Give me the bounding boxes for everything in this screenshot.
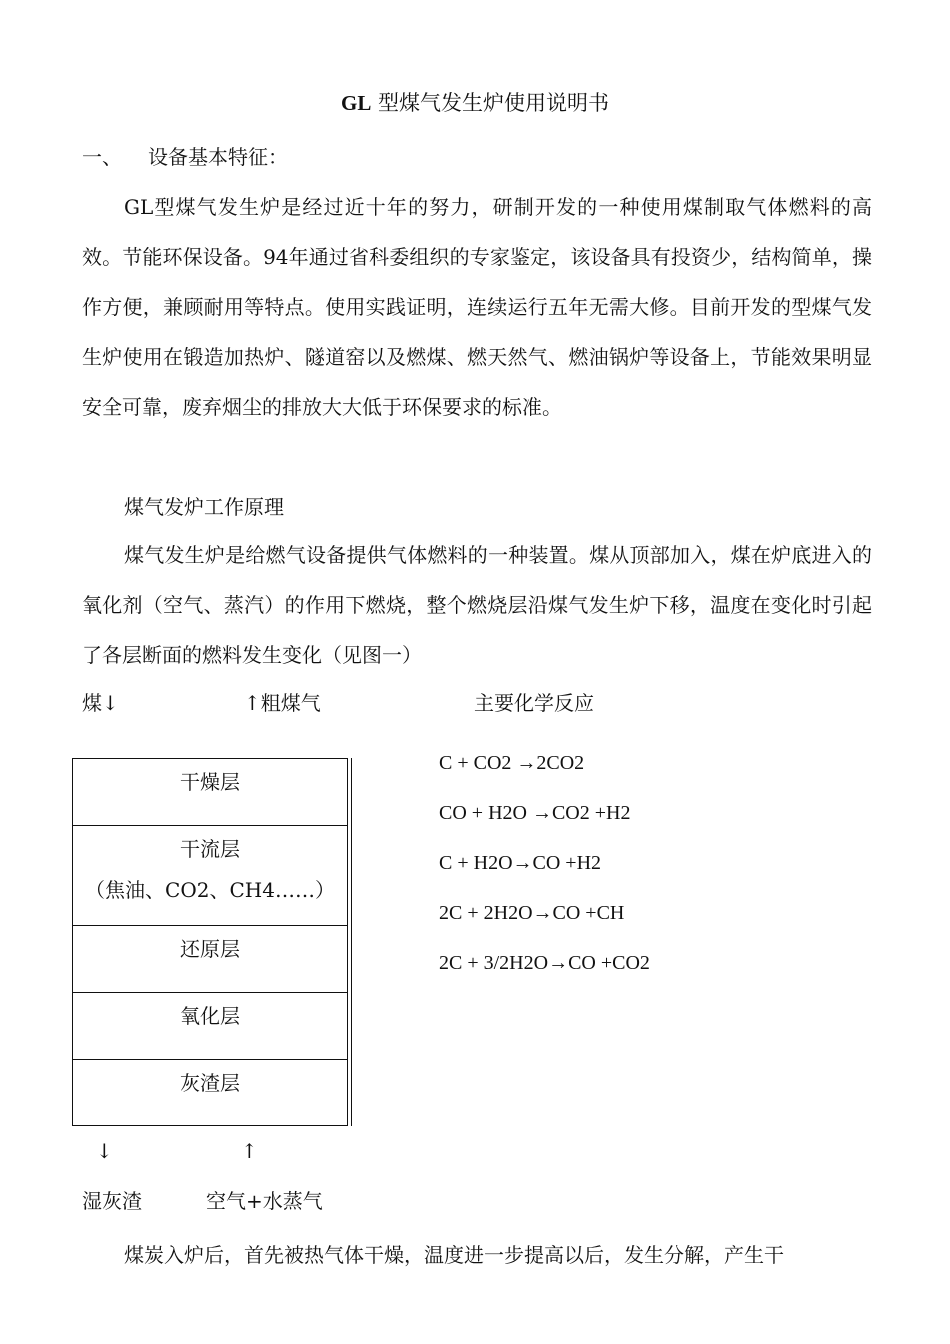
reaction-item: 2C + 2H2O→CO +CH	[439, 902, 625, 924]
reactions-heading: 主要化学反应	[474, 691, 594, 715]
section-heading-text: 设备基本特征：	[148, 145, 288, 169]
paragraph-equipment-features: GL型煤气发生炉是经过近十年的努力，研制开发的一种使用煤制取气体燃料的高效。节能环保设备。94年通过省科委组织的专家鉴定，该设备具有投资少，结构简单，操作方便，兼顾耐用等特点。使用实践证明，连续运行五年无需大修。目前开发的型煤气发生炉使用在锻造加热炉、隧道窑以及燃煤、燃天然气、燃油锅炉等设备上，节能效果明显安全可靠，废弃烟尘的排放大大低于环保要求的标准。	[82, 195, 872, 419]
furnace-layer-diagram	[72, 758, 348, 1126]
title-latin: GL	[340, 91, 372, 115]
reaction-item: 2C + 3/2H2O→CO +CO2	[439, 952, 650, 974]
paragraph-coal-entry: 煤炭入炉后，首先被热气体干燥，温度进一步提高以后，发生分解，产生干	[124, 1243, 784, 1267]
wet-ash-label: 湿灰渣	[82, 1189, 142, 1213]
reaction-item: C + H2O→CO +H2	[439, 852, 602, 874]
layer-name: 干燥层	[180, 770, 240, 794]
section-number: 一、	[82, 145, 122, 169]
up-arrow-icon: ↑	[241, 1139, 258, 1163]
layer-products: （焦油、CO2、CH4……）	[85, 878, 335, 902]
layer-reduction	[73, 926, 347, 993]
layer-ash	[73, 1060, 347, 1125]
reaction-item: CO + H2O →CO2 +H2	[439, 802, 631, 824]
layer-name: 干流层	[180, 837, 240, 861]
section-heading	[82, 142, 288, 172]
air-steam-label: 空气+水蒸气	[206, 1189, 323, 1213]
down-arrow-icon: ↓	[96, 1139, 113, 1163]
page-title	[0, 88, 950, 118]
subheading-working-principle: 煤气发炉工作原理	[124, 495, 284, 519]
title-text: 型煤气发生炉使用说明书	[371, 91, 610, 115]
layer-drying	[73, 759, 347, 826]
crude-gas-output-label: ↑粗煤气	[244, 691, 321, 715]
layer-name: 灰渣层	[180, 1071, 240, 1095]
reaction-list	[439, 738, 650, 988]
layer-name: 氧化层	[180, 1004, 240, 1028]
paragraph-working-principle: 煤气发生炉是给燃气设备提供气体燃料的一种装置。煤从顶部加入，煤在炉底进入的氧化剂（空气、蒸汽）的作用下燃烧，整个燃烧层沿煤气发生炉下移，温度在变化时引起了各层断面的燃料发生变化（见图一）	[82, 543, 872, 667]
layer-oxidation	[73, 993, 347, 1060]
layer-distillation	[73, 826, 347, 926]
reaction-item: C + CO2 →2CO2	[439, 752, 585, 774]
layer-name: 还原层	[180, 937, 240, 961]
coal-input-label: 煤↓	[82, 691, 119, 715]
